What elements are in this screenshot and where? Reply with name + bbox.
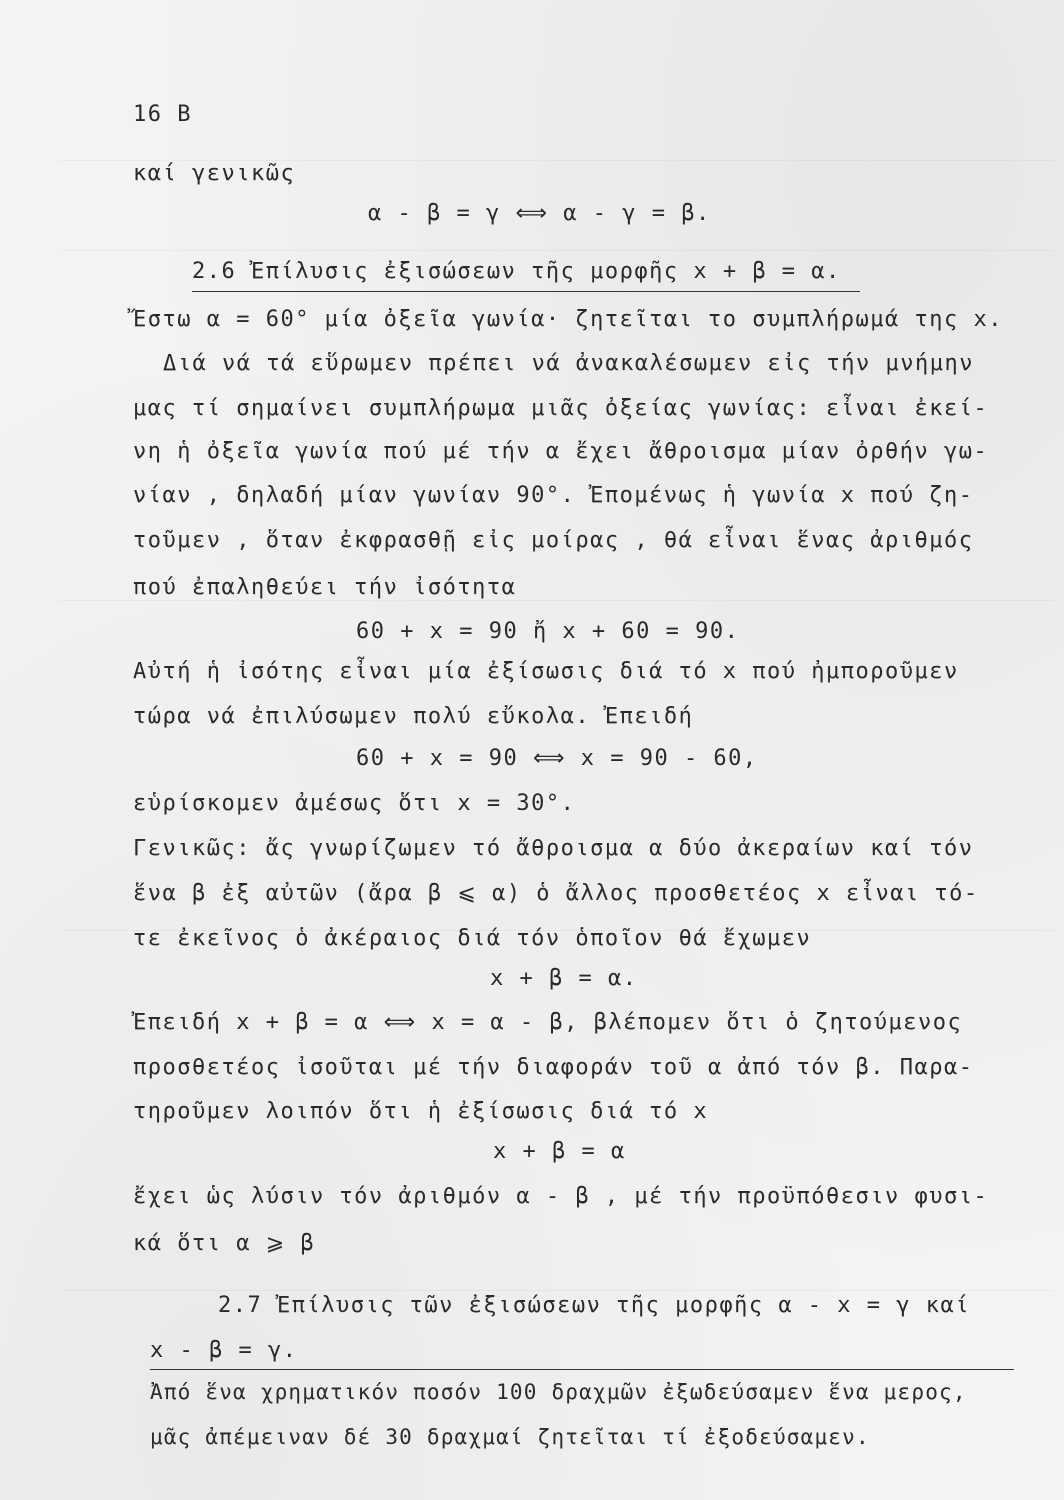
text-line-1: καί γενικῶς — [133, 161, 296, 186]
text-line-10: πού ἐπαληθεύει τήν ἰσότητα — [133, 575, 517, 600]
text-line-5: Διά νά τά εὕρωμεν πρέπει νά ἀνακαλέσωμεν εἰς τήν μνήμην — [163, 351, 974, 376]
text-line-22: τηροῦμεν λοιπόν ὅτι ἡ ἐξίσωσις διά τό x — [133, 1099, 709, 1124]
text-line-9: τοῦμεν , ὅταν ἐκφρασθῇ εἰς μοίρας , θά εἶναι ἕνας ἀριθμός — [133, 528, 974, 553]
text-line-18: τε ἐκεῖνος ὁ ἀκέραιος διά τόν ὁποῖον θά ἔχωμεν — [133, 926, 812, 951]
section-heading-2-7: 2.7 Ἐπίλυσις τῶν ἐξισώσεων τῆς μορφῆς α - x = γ καί — [218, 1293, 971, 1318]
equation-line: x + β = α — [493, 1139, 626, 1164]
equation-line: α - β = γ ⟺ α - γ = β. — [368, 201, 711, 226]
section-heading-2-7-continued: x - β = γ. — [150, 1338, 298, 1363]
text-line-15: εὑρίσκομεν ἀμέσως ὅτι x = 30°. — [133, 791, 576, 816]
page-number: 16 B — [133, 102, 192, 127]
equation-line: 60 + x = 90 ⟺ x = 90 - 60, — [356, 746, 758, 771]
heading-underline — [150, 1369, 1014, 1370]
text-line-28: Ἀπό ἕνα χρηματικόν ποσόν 100 δραχμῶν ἐξωδεύσαμεν ἕνα μερος, — [150, 1380, 967, 1404]
text-line-17: ἕνα β ἐξ αὐτῶν (ἄρα β ⩽ α) ὁ ἄλλος προσθετέος x εἶναι τό- — [133, 881, 979, 906]
text-line-24: ἔχει ὡς λύσιν τόν ἀριθμόν α - β , μέ τήν προϋπόθεσιν φυσι- — [133, 1184, 989, 1209]
text-line-4: Ἔστω α = 60° μία ὀξεῖα γωνία· ζητεῖται το συμπλήρωμά της x. — [133, 307, 1003, 332]
section-heading-2-6: 2.6 Ἐπίλυσις ἐξισώσεων τῆς μορφῆς x + β = α. — [192, 259, 841, 284]
text-line-6: μας τί σημαίνει συμπλήρωμα μιᾶς ὀξείας γωνίας: εἶναι ἐκεί- — [133, 396, 989, 421]
text-line-8: νίαν , δηλαδή μίαν γωνίαν 90°. Ἐπομένως ἡ γωνία x πού ζη- — [133, 483, 974, 508]
text-line-13: τώρα νά ἐπιλύσωμεν πολύ εὔκολα. Ἐπειδή — [133, 704, 694, 729]
text-line-29: μᾶς ἀπέμειναν δέ 30 δραχμαί ζητεῖται τί ἐξοδεύσαμεν. — [150, 1425, 870, 1449]
text-line-25: κά ὅτι α ⩾ β — [133, 1231, 316, 1256]
text-line-16: Γενικῶς: ἄς γνωρίζωμεν τό ἄθροισμα α δύο ἀκεραίων καί τόν — [133, 836, 974, 861]
text-line-7: νη ἡ ὀξεῖα γωνία πού μέ τήν α ἔχει ἄθροισμα μίαν ὀρθήν γω- — [133, 439, 989, 464]
heading-underline — [192, 291, 860, 292]
text-line-21: προσθετέος ἰσοῦται μέ τήν διαφοράν τοῦ α ἀπό τόν β. Παρα- — [133, 1055, 974, 1080]
text-line-12: Αὐτή ἡ ἰσότης εἶναι μία ἐξίσωσις διά τό x πού ἠμποροῦμεν — [133, 659, 959, 684]
equation-line: x + β = α. — [490, 966, 638, 991]
text-line-20: Ἐπειδή x + β = α ⟺ x = α - β, βλέπομεν ὅτι ὁ ζητούμενος — [133, 1010, 963, 1035]
equation-line: 60 + x = 90 ἤ x + 60 = 90. — [356, 619, 740, 644]
